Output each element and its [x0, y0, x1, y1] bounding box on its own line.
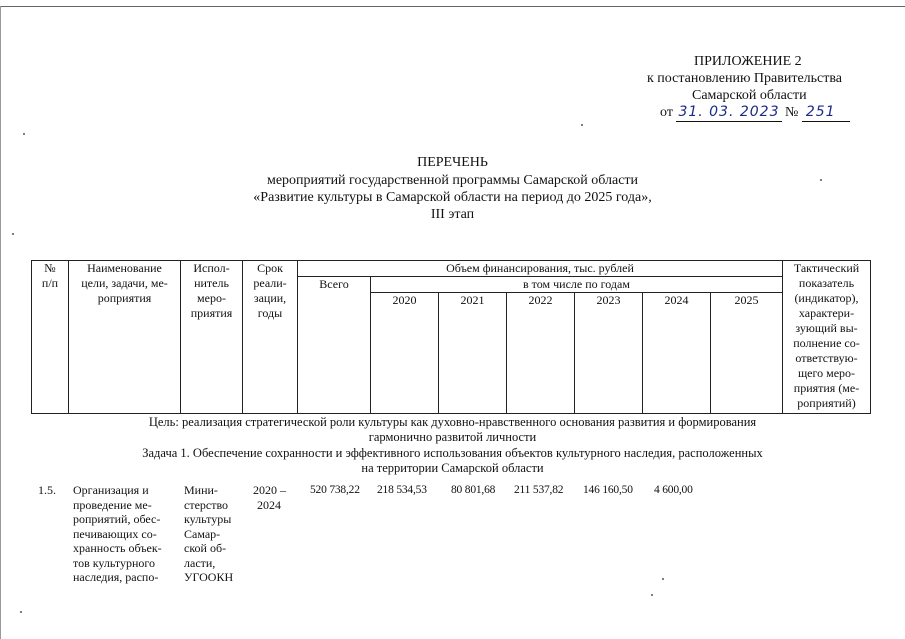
header-name: Наименование цели, задачи, ме- роприятия	[69, 261, 181, 414]
row-2023: 146 160,50	[583, 484, 633, 496]
row-2020: 218 534,53	[377, 484, 427, 496]
number-prefix: №	[785, 105, 799, 120]
row-2024: 4 600,00	[654, 484, 693, 496]
header-total: Всего	[298, 277, 371, 414]
page-top-border	[0, 6, 905, 7]
row-2021: 80 801,68	[451, 484, 496, 496]
header-num: № п/п	[32, 261, 69, 414]
header-term: Срок реали- зации, годы	[243, 261, 298, 414]
goal-line-2: гармонично развитой личности	[368, 430, 537, 444]
header-year-2024: 2024	[643, 293, 711, 414]
appendix-line-2: к постановлению Правительства	[647, 71, 843, 86]
goal-line-1: Цель: реализация стратегической роли культуры как духовно-нравственного основания развития и формирования	[148, 415, 757, 429]
task-line-2: на территории Самарской области	[361, 461, 544, 475]
header-by-years: в том числе по годам	[371, 277, 783, 293]
row-2022: 211 537,82	[514, 484, 564, 496]
row-total: 520 738,22	[310, 484, 360, 496]
row-name: Организация и проведение ме- роприятий, обес- печивающих со- хранность объек- тов культурного наследия, распо-	[73, 483, 162, 584]
header-year-2025: 2025	[711, 293, 783, 414]
handwritten-number: 251	[802, 104, 850, 122]
row-number: 1.5.	[38, 483, 56, 497]
header-year-2022: 2022	[507, 293, 575, 414]
row-term: 2020 – 2024	[253, 483, 286, 512]
header-executor: Испол- нитель меро- приятия	[181, 261, 243, 414]
handwritten-date: 31. 03. 2023	[678, 104, 780, 120]
task-line-1: Задача 1. Обеспечение сохранности и эффективного использования объектов культурного наследия, расположенных	[142, 446, 763, 460]
appendix-title: ПРИЛОЖЕНИЕ 2	[694, 54, 802, 69]
document-subtitle-3: III этап	[430, 207, 475, 222]
scan-speck	[20, 611, 22, 613]
activities-table	[31, 260, 871, 414]
scan-speck	[12, 233, 14, 235]
appendix-date-line	[660, 104, 850, 122]
scan-speck	[820, 179, 822, 181]
date-prefix: от	[660, 105, 673, 120]
document-subtitle-1: мероприятий государственной программы Самарской области	[266, 173, 639, 188]
scan-speck	[662, 578, 664, 580]
header-year-2020: 2020	[371, 293, 439, 414]
page-left-border	[0, 6, 1, 639]
row-executor: Мини- стерство культуры Самар- ской об- ласти, УГООКН	[184, 483, 234, 584]
scan-speck	[581, 124, 583, 126]
scan-speck	[23, 133, 25, 135]
header-indicator: Тактический показатель (индикатор), характери- зующий вы- полнение со- ответствую- щего меро- приятия (ме- роприятий)	[783, 261, 871, 414]
document-subtitle-2: «Развитие культуры в Самарской области на период до 2025 года»,	[253, 190, 652, 205]
appendix-line-3: Самарской области	[692, 88, 807, 103]
scan-speck	[651, 594, 653, 596]
header-funding: Объем финансирования, тыс. рублей	[298, 261, 783, 277]
header-year-2021: 2021	[439, 293, 507, 414]
header-year-2023: 2023	[575, 293, 643, 414]
document-title: ПЕРЕЧЕНЬ	[417, 155, 488, 170]
